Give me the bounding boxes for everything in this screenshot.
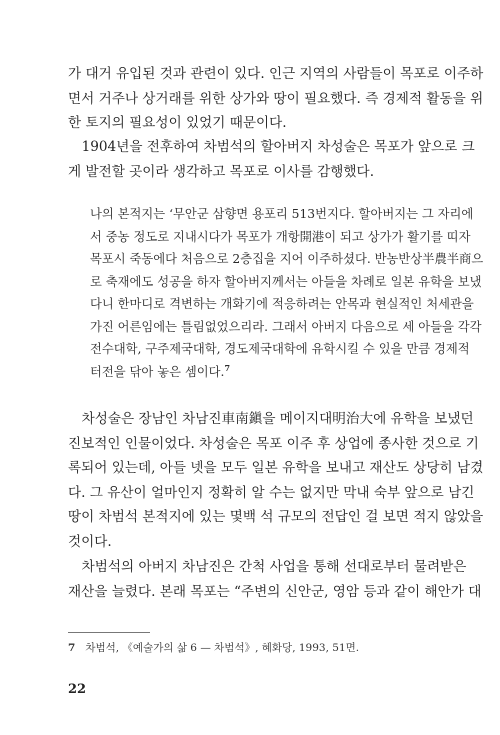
footnote-reference[interactable]: 7 [224, 362, 231, 373]
footnote-divider [68, 632, 150, 633]
quote-line: 전수대학, 구주제국대학, 경도제국대학에 유학시킬 수 있을 만큼 경제적 [90, 342, 470, 356]
text-line: 게 발전할 곳이라 생각하고 목포로 이사를 감행했다. [68, 163, 375, 180]
footnote-text: 차범석, 《예술가의 삶 6 — 차범석》, 혜화당, 1993, 51면. [85, 642, 360, 654]
text-line: 진보적인 인물이었다. 차성술은 목포 이주 후 상업에 종사한 것으로 기 [68, 435, 479, 452]
quote-line: 가진 어른임에는 틀림없었으리라. 그래서 아버지 다음으로 세 아들을 각각 [90, 319, 482, 334]
text-line: 한 토지의 필요성이 있었기 때문이다. [68, 115, 287, 131]
text-line: 1904년을 전후하여 차범석의 할아버지 차성술은 목포가 앞으로 크 [68, 139, 475, 155]
text-line: 다. 그 유산이 얼마인지 정확히 알 수는 없지만 막내 숙부 앞으로 남긴 [68, 484, 475, 501]
block-quote [90, 203, 484, 383]
text-line: 가 대거 유입된 것과 관련이 있다. 인근 지역의 사람들이 목포로 이주하 [68, 66, 484, 82]
text-line: 재산을 늘렸다. 본래 목포는 “주변의 신안군, 영암 등과 같이 해안가 대 [68, 583, 482, 600]
quote-line: 목포시 죽동에다 처음으로 2층집을 지어 이주하셨다. 반농반상半農半商으 [90, 252, 484, 266]
text-line: 것이다. [68, 533, 112, 550]
footnote [68, 640, 359, 655]
text-line: 땅이 차범석 본적지에 있는 몇백 석 규모의 전답인 걸 보면 적지 않았을 [68, 509, 484, 525]
paragraph-land-demand [68, 62, 484, 136]
quote-line: 로 축재에도 성공을 하자 할아버지께서는 아들을 차례로 일본 유학을 보냈 [90, 274, 482, 289]
footnote-number: 7 [68, 642, 76, 654]
quote-line: 서 중농 정도로 지내시다가 목포가 개항開港이 되고 상가가 활기를 띠자 [90, 229, 471, 244]
quote-line [90, 361, 420, 384]
page-number: 22 [68, 682, 87, 697]
text-line: 차성술은 장남인 차남진車南鎭을 메이지대明治大에 유학을 보냈던 [68, 411, 474, 427]
paragraph-cha-seongsul [68, 407, 484, 554]
text-line: 면서 거주나 상거래를 위한 상가와 땅이 필요했다. 즉 경제적 활동을 위 [68, 90, 484, 107]
paragraph-grandfather-move [68, 135, 475, 184]
quote-last-text: 터전을 닦아 놓은 셈이다. [90, 364, 225, 379]
text-line: 차범석의 아버지 차남진은 간척 사업을 통해 선대로부터 물려받은 [68, 559, 467, 575]
quote-line: 다니 한마디로 격변하는 개화기에 적응하려는 안목과 현실적인 처세관을 [90, 297, 474, 311]
quote-line: 나의 본적지는 ‘무안군 삼향면 용포리 513번지다. 할아버지는 그 자리에 [90, 207, 474, 221]
paragraph-cha-namjin [68, 555, 482, 604]
text-line: 록되어 있는데, 아들 넷을 모두 일본 유학을 보내고 재산도 상당히 남겼 [68, 460, 484, 476]
